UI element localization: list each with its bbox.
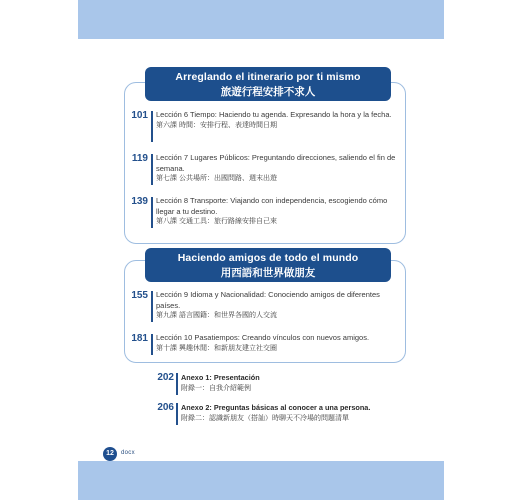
toc-divider	[151, 154, 153, 185]
toc-page-number: 139	[131, 196, 148, 207]
toc-lesson-title-es: Lección 6 Tiempo: Haciendo tu agenda. Expresando la hora y la fecha.	[156, 110, 392, 119]
section-header-friends	[145, 248, 391, 282]
toc-page-number: 202	[157, 372, 174, 383]
toc-lesson-title-zh: 第八課 交通工具：旅行路線安排自己來	[156, 218, 277, 225]
toc-lesson-title-es: Lección 7 Lugares Públicos: Preguntando direcciones, saliendo el fin de semana.	[156, 153, 396, 173]
toc-lesson-title-es: Lección 10 Pasatiempos: Creando vínculos con nuevos amigos.	[156, 333, 370, 342]
toc-lesson-title-zh: 第七課 公共場所：出國問路、週末出遊	[156, 175, 277, 182]
bottom-color-band	[78, 461, 444, 500]
section-title-zh: 旅遊行程安排不求人	[220, 86, 316, 98]
toc-lesson-title-zh: 第九課 語言國籍：和世界各國的人交流	[156, 312, 277, 319]
page-footer-label: docx	[121, 450, 135, 456]
toc-page-number: 181	[131, 333, 148, 344]
toc-page-number: 206	[157, 402, 174, 413]
toc-lesson-title-zh: 第六課 時間：安排行程、表達時間日期	[156, 121, 277, 129]
toc-divider	[151, 334, 153, 355]
toc-divider	[151, 197, 153, 228]
toc-lesson-title-es: Lección 8 Transporte: Viajando con independencia, escogiendo cómo llegar a tu destino.	[156, 196, 388, 216]
toc-divider	[176, 373, 178, 395]
toc-divider	[176, 403, 178, 425]
annex-title-zh: 附錄二：認識新朋友（搭訕）時聊天不冷場的問題清單	[181, 414, 349, 422]
toc-page-number: 119	[131, 153, 148, 164]
annex-title-zh: 附錄一：自我介紹範例	[181, 384, 251, 392]
section-title-es: Arreglando el itinerario por ti mismo	[175, 71, 361, 83]
toc-lesson-title-es: Lección 9 Idioma y Nacionalidad: Conociendo amigos de diferentes países.	[156, 290, 380, 310]
annex-title-es: Anexo 1: Presentación	[181, 373, 260, 382]
toc-lesson-title-zh: 第十課 興趣休閒：和新朋友建立社交圈	[156, 344, 277, 352]
toc-page-number: 101	[131, 110, 148, 121]
annex-title-es: Anexo 2: Preguntas básicas al conocer a una persona.	[181, 403, 371, 412]
section-title-zh: 用西語和世界做朋友	[220, 267, 316, 279]
toc-page-number: 155	[131, 290, 148, 301]
section-title-es: Haciendo amigos de todo el mundo	[177, 252, 359, 264]
toc-divider	[151, 291, 153, 322]
top-color-band	[78, 0, 444, 39]
toc-divider	[151, 111, 153, 142]
page-number-badge: 12	[103, 447, 117, 461]
section-header-itinerary	[145, 67, 391, 101]
